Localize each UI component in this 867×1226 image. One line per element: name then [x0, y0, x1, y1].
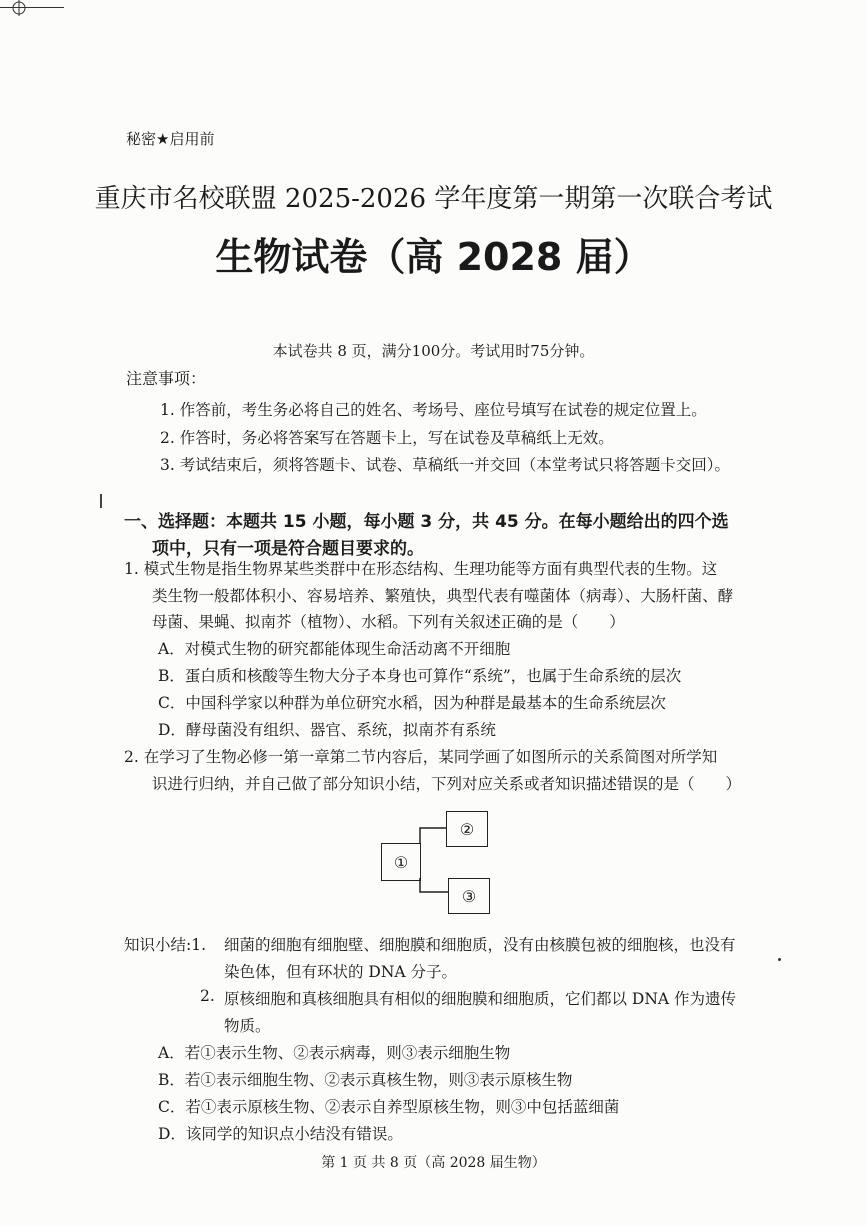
q1-option-d: D．酵母菌没有组织、器官、系统，拟南芥有系统	[158, 721, 496, 739]
diagram-box-3: ③	[448, 878, 490, 914]
q1-option-c: C．中国科学家以种群为单位研究水稻，因为种群是最基本的生命系统层次	[158, 694, 666, 712]
exam-title: 重庆市名校联盟 2025-2026 学年度第一期第一次联合考试	[94, 184, 773, 214]
q2-option-b: B．若①表示细胞生物、②表示真核生物，则③表示原核生物	[158, 1071, 573, 1089]
page-footer: 第 1 页 共 8 页（高 2028 届生物）	[321, 1155, 546, 1171]
summary-item2-line2: 物质。	[224, 1017, 271, 1035]
registration-mark-icon	[8, 0, 30, 22]
q2-stem-line1: 2. 在学习了生物必修一第一章第二节内容后，某同学画了如图所示的关系简图对所学知	[124, 748, 718, 766]
summary-item1-line2: 染色体，但有环状的 DNA 分子。	[224, 963, 458, 981]
q1-stem-line1: 1. 模式生物是指生物界某些类群中在形态结构、生理功能等方面有典型代表的生物。这	[124, 560, 718, 578]
exam-info: 本试卷共 8 页，满分100分。考试用时75分钟。	[272, 342, 595, 360]
summary-item2-line1: 原核细胞和真核细胞具有相似的细胞膜和细胞质，它们都以 DNA 作为遗传	[224, 990, 737, 1008]
q2-stem-line2: 识进行归纳，并自己做了部分知识小结，下列对应关系或者知识描述错误的是（ ）	[152, 775, 742, 793]
summary-label: 知识小结:1.	[124, 936, 207, 954]
q1-option-a: A．对模式生物的研究都能体现生命活动离不开细胞	[158, 640, 511, 658]
notice-item-3: 3. 考试结束后，须将答题卡、试卷、草稿纸一并交回（本堂考试只将答题卡交回）。	[160, 456, 730, 474]
summary-item2-number: 2.	[200, 987, 215, 1005]
notice-item-1: 1. 作答前，考生务必将自己的姓名、考场号、座位号填写在试卷的规定位置上。	[160, 401, 707, 419]
summary-item1-line1: 细菌的细胞有细胞壁、细胞膜和细胞质，没有由核膜包被的细胞核，也没有	[224, 936, 736, 954]
stray-dot	[778, 958, 781, 961]
subject-title: 生物试卷（高 2028 届）	[215, 235, 652, 279]
notice-item-2: 2. 作答时，务必将答案写在答题卡上，写在试卷及草稿纸上无效。	[160, 429, 614, 447]
q2-option-a: A．若①表示生物、②表示病毒，则③表示细胞生物	[158, 1044, 511, 1062]
section-heading-line1: 一、选择题：本题共 15 小题，每小题 3 分，共 45 分。在每小题给出的四个选	[124, 512, 729, 532]
margin-mark	[100, 494, 102, 508]
notice-heading: 注意事项：	[126, 369, 207, 388]
q1-stem-line2: 类生物一般都体积小、容易培养、繁殖快，典型代表有噬菌体（病毒）、大肠杆菌、酵	[152, 587, 734, 605]
q2-option-c: C．若①表示原核生物、②表示自养型原核生物，则③中包括蓝细菌	[158, 1098, 620, 1116]
q1-option-b: B．蛋白质和核酸等生物大分子本身也可算作“系统”，也属于生命系统的层次	[158, 667, 682, 685]
q2-option-d: D．该同学的知识点小结没有错误。	[158, 1125, 403, 1143]
section-heading-line2: 项中，只有一项是符合题目要求的。	[152, 539, 424, 559]
diagram-box-1: ①	[381, 843, 421, 881]
q1-stem-line3: 母菌、果蝇、拟南芥（植物）、水稻。下列有关叙述正确的是（ ）	[152, 613, 625, 631]
confidential-label: 秘密★启用前	[126, 130, 215, 148]
diagram-box-2: ②	[446, 811, 488, 847]
